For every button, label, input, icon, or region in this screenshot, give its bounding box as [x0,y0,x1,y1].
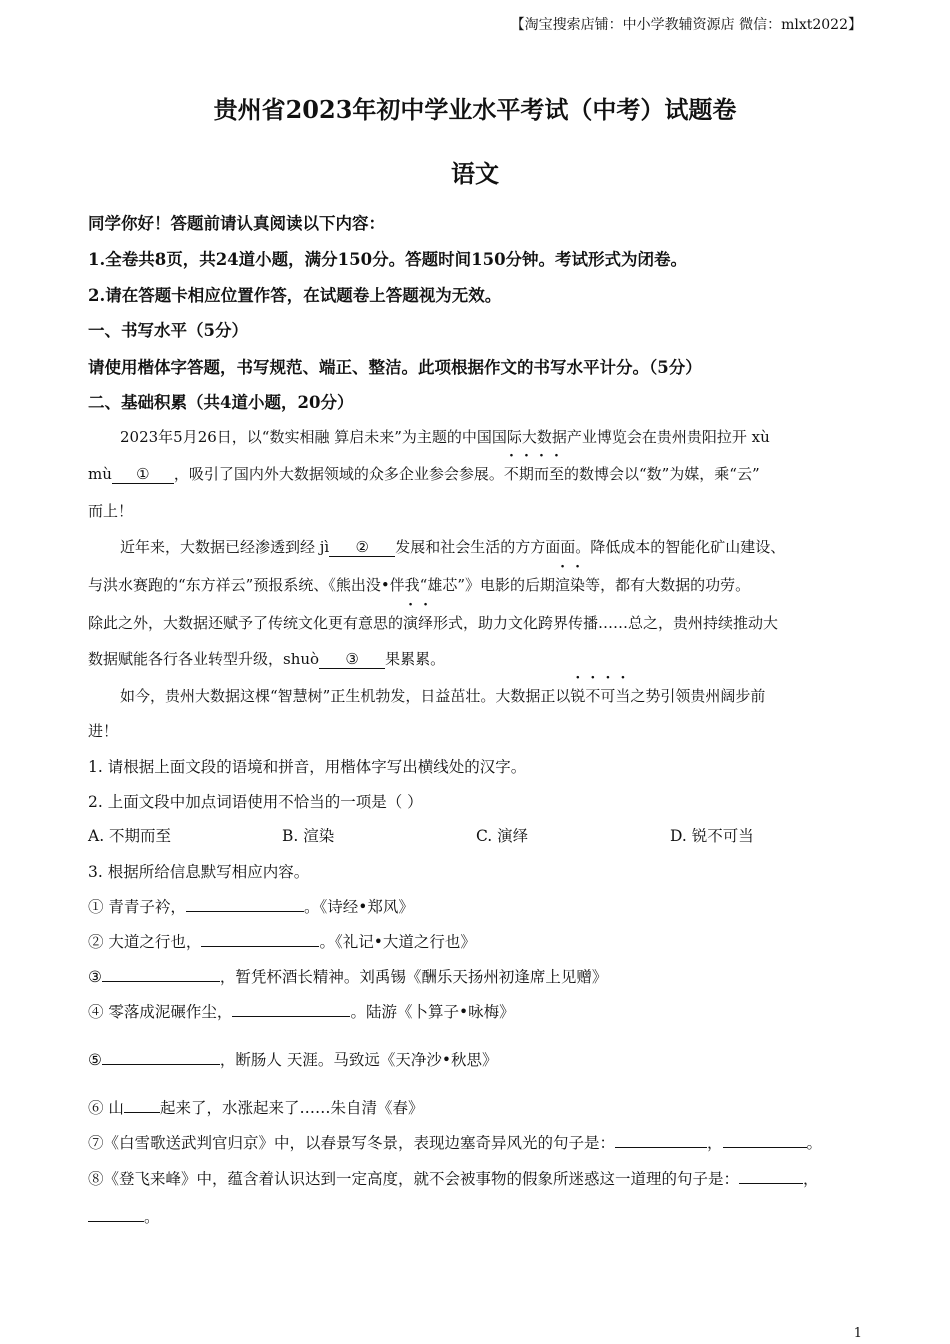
passage-text: 除此之外，大数据还赋予了传统文化更有意思的 [88,614,404,632]
passage-text: 如今，贵州大数据这棵“智慧树”正生机勃发，日益茁壮。大数据正以 [120,687,571,705]
question-3: 3. 根据所给信息默写相应内容。 [88,863,310,881]
item-text: ⑤ [88,1051,102,1069]
item-text: ⑦《白雪歌送武判官归京》中，以春景写冬景，表现边塞奇异风光的句子是： [88,1134,616,1152]
passage-text: 发展和社会生活的方方面面。降低成本的智能化矿山建设、 [395,538,786,556]
item-text: ，暂凭杯酒长精神。刘禹锡《酬乐天扬州初逢席上见赠》 [219,968,608,986]
emphasis-char: 可 [600,687,616,705]
emphasis-char: 绎 [418,614,434,632]
emphasis-char: 染 [570,576,586,594]
passage-text: 近年来，大数据已经渗透到经 jì [120,538,330,556]
recite-item-8 [88,1167,819,1189]
dotted-word-2 [555,576,585,594]
answer-blank [88,1221,144,1222]
passage-p2-line4 [88,648,445,669]
emphasis-char: 期 [518,465,534,483]
passage-p1-line2 [88,463,760,484]
answer-blank [186,911,304,912]
item-text: ③ [88,968,102,986]
item-text: ， [803,1170,819,1188]
emphasis-char: 锐 [570,687,586,705]
section1-heading: 一、书写水平（5分） [88,321,248,340]
emphasis-char: 而 [533,465,549,483]
option-c: C. 演绎 [476,827,529,845]
item-text: 。 [806,1134,823,1152]
pinyin-text: mù [88,465,112,483]
option-b: B. 渲染 [282,827,335,845]
answer-blank [739,1183,803,1184]
passage-text: 等，都有大数据的功劳。 [585,576,751,594]
answer-blank [201,946,319,947]
emphasis-char: 演 [403,614,419,632]
item-text: ⑥ 山 [88,1099,124,1117]
item-text: 。 [144,1208,160,1226]
question-1: 1. 请根据上面文段的语境和拼音，用楷体字写出横线处的汉字。 [88,758,527,776]
answer-blank [124,1112,160,1113]
fill-blank-2: ② [329,539,395,557]
recite-item-5 [88,1048,497,1070]
emphasis-char: 至 [548,465,564,483]
answer-blank [232,1016,350,1017]
item-text: ① 青青子衿， [88,898,186,916]
item-text: ，断肠人 天涯。马致远《天净沙•秋思》 [219,1051,498,1069]
item-text: 。《礼记•大道之行也》 [319,933,476,951]
item-text: ⑧《登飞来峰》中，蕴含着认识达到一定高度，就不会被事物的假象所迷惑这一道理的句子是： [88,1170,740,1188]
item-text: ② 大道之行也， [88,933,202,951]
passage-text: 之势引领贵州阔步前 [630,687,766,705]
passage-p2-line3 [88,612,778,633]
answer-blank [102,981,220,982]
item-text: 。《诗经•郑风》 [303,898,414,916]
passage-p3-line1 [120,685,765,706]
passage-p3-line2: 进！ [88,722,119,740]
intro-rule-2: 2.请在答题卡相应位置作答，在试题卷上答题视为无效。 [88,286,502,305]
emphasis-char: 不 [585,687,601,705]
passage-p1-line3: 而上！ [88,502,134,520]
intro-greeting: 同学你好！答题前请认真阅读以下内容： [88,214,385,233]
option-d: D. 锐不可当 [670,827,754,845]
header-note: 【淘宝搜索店铺：中小学教辅资源店 微信：mlxt2022】 [510,17,862,33]
emphasis-char: 渲 [555,576,571,594]
passage-p2-line2 [88,574,750,595]
item-text: 。陆游《卜算子•咏梅》 [350,1003,515,1021]
passage-p2-line1 [120,536,785,557]
fill-blank-1: ① [112,466,174,484]
answer-blank [723,1147,807,1148]
passage-text: 形式，助力文化跨界传播……总之，贵州持续推动大 [433,614,779,632]
fill-blank-3: ③ [319,651,385,669]
subject-title: 语文 [451,159,499,188]
emphasis-char: 不 [503,465,519,483]
recite-item-8-cont [88,1205,160,1227]
question-2: 2. 上面文段中加点词语使用不恰当的一项是（ ） [88,793,423,811]
recite-item-4 [88,1000,515,1022]
passage-text: ，吸引了国内外大数据领域的众多企业参会参展。 [173,465,504,483]
passage-text: 果累累。 [385,650,446,668]
dotted-word-1 [504,465,564,483]
recite-item-2 [88,930,476,952]
dotted-word-4 [570,687,630,705]
passage-p1-line1: 2023年5月26日，以“数实相融 算启未来”为主题的中国国际大数据产业博览会在贵州贵阳拉开 xù [120,428,770,446]
answer-blank [615,1147,707,1148]
recite-item-3 [88,965,607,987]
passage-text: 与洪水赛跑的“东方祥云”预报系统、《熊出没•伴我“雄芯”》电影的后期 [88,576,556,594]
answer-blank [102,1064,220,1065]
section2-heading: 二、基础积累（共4道小题，20分） [88,393,354,412]
passage-text: 的数博会以“数”为媒，乘“云” [563,465,760,483]
item-text: ④ 零落成泥碾作尘， [88,1003,233,1021]
emphasis-char: 当 [615,687,631,705]
exam-title: 贵州省2023年初中学业水平考试（中考）试题卷 [213,95,737,124]
intro-rule-1: 1.全卷共8页，共24道小题，满分150分。答题时间150分钟。考试形式为闭卷。 [88,250,688,269]
recite-item-7 [88,1131,822,1153]
section1-text: 请使用楷体字答题，书写规范、端正、整洁。此项根据作文的书写水平计分。（5分） [88,358,702,377]
option-a: A. 不期而至 [88,827,172,845]
recite-item-1 [88,895,414,917]
item-text: ， [707,1134,723,1152]
dotted-word-3 [403,614,433,632]
page-number: 1 [853,1326,862,1341]
item-text: 起来了，水涨起来了……朱自清《春》 [159,1099,424,1117]
passage-text: 数据赋能各行各业转型升级，shuò [88,650,320,668]
recite-item-6 [88,1096,423,1118]
